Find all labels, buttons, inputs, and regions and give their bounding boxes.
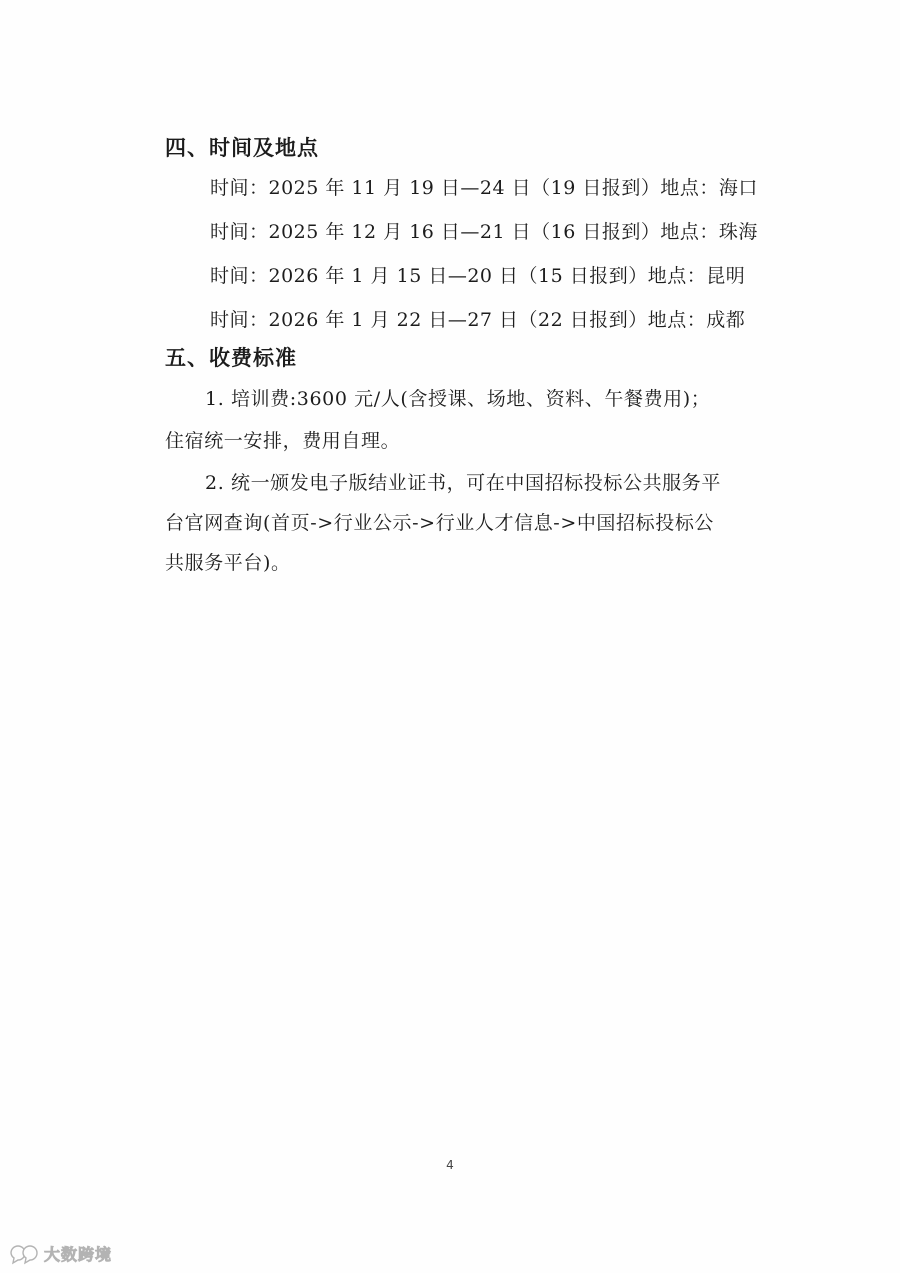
schedule-line-zhuhai: 时间：2025 年 12 月 16 日—21 日（16 日报到）地点：珠海 bbox=[210, 221, 758, 243]
section-heading-fees: 五、收费标准 bbox=[165, 346, 297, 370]
fee-item-1-line-1: 1. 培训费:3600 元/人(含授课、场地、资料、午餐费用)； bbox=[205, 388, 711, 410]
section-heading-time-location: 四、时间及地点 bbox=[165, 136, 319, 160]
watermark-text: 大数跨境 bbox=[44, 1244, 113, 1264]
schedule-line-haikou: 时间：2025 年 11 月 19 日—24 日（19 日报到）地点：海口 bbox=[210, 177, 758, 199]
fee-item-1-line-2: 住宿统一安排，费用自理。 bbox=[165, 430, 401, 452]
watermark bbox=[6, 1240, 112, 1266]
schedule-line-chengdu: 时间：2026 年 1 月 22 日—27 日（22 日报到）地点：成都 bbox=[210, 309, 746, 331]
speech-bubble-logo-icon bbox=[6, 1241, 40, 1265]
page-number: 4 bbox=[446, 1158, 454, 1172]
fee-item-2-line-2: 台官网查询(首页->行业公示->行业人才信息->中国招标投标公 bbox=[165, 512, 715, 534]
schedule-line-kunming: 时间：2026 年 1 月 15 日—20 日（15 日报到）地点：昆明 bbox=[210, 265, 746, 287]
fee-item-2-line-3: 共服务平台)。 bbox=[165, 552, 291, 574]
fee-item-2-line-1: 2. 统一颁发电子版结业证书，可在中国招标投标公共服务平 bbox=[205, 472, 721, 494]
